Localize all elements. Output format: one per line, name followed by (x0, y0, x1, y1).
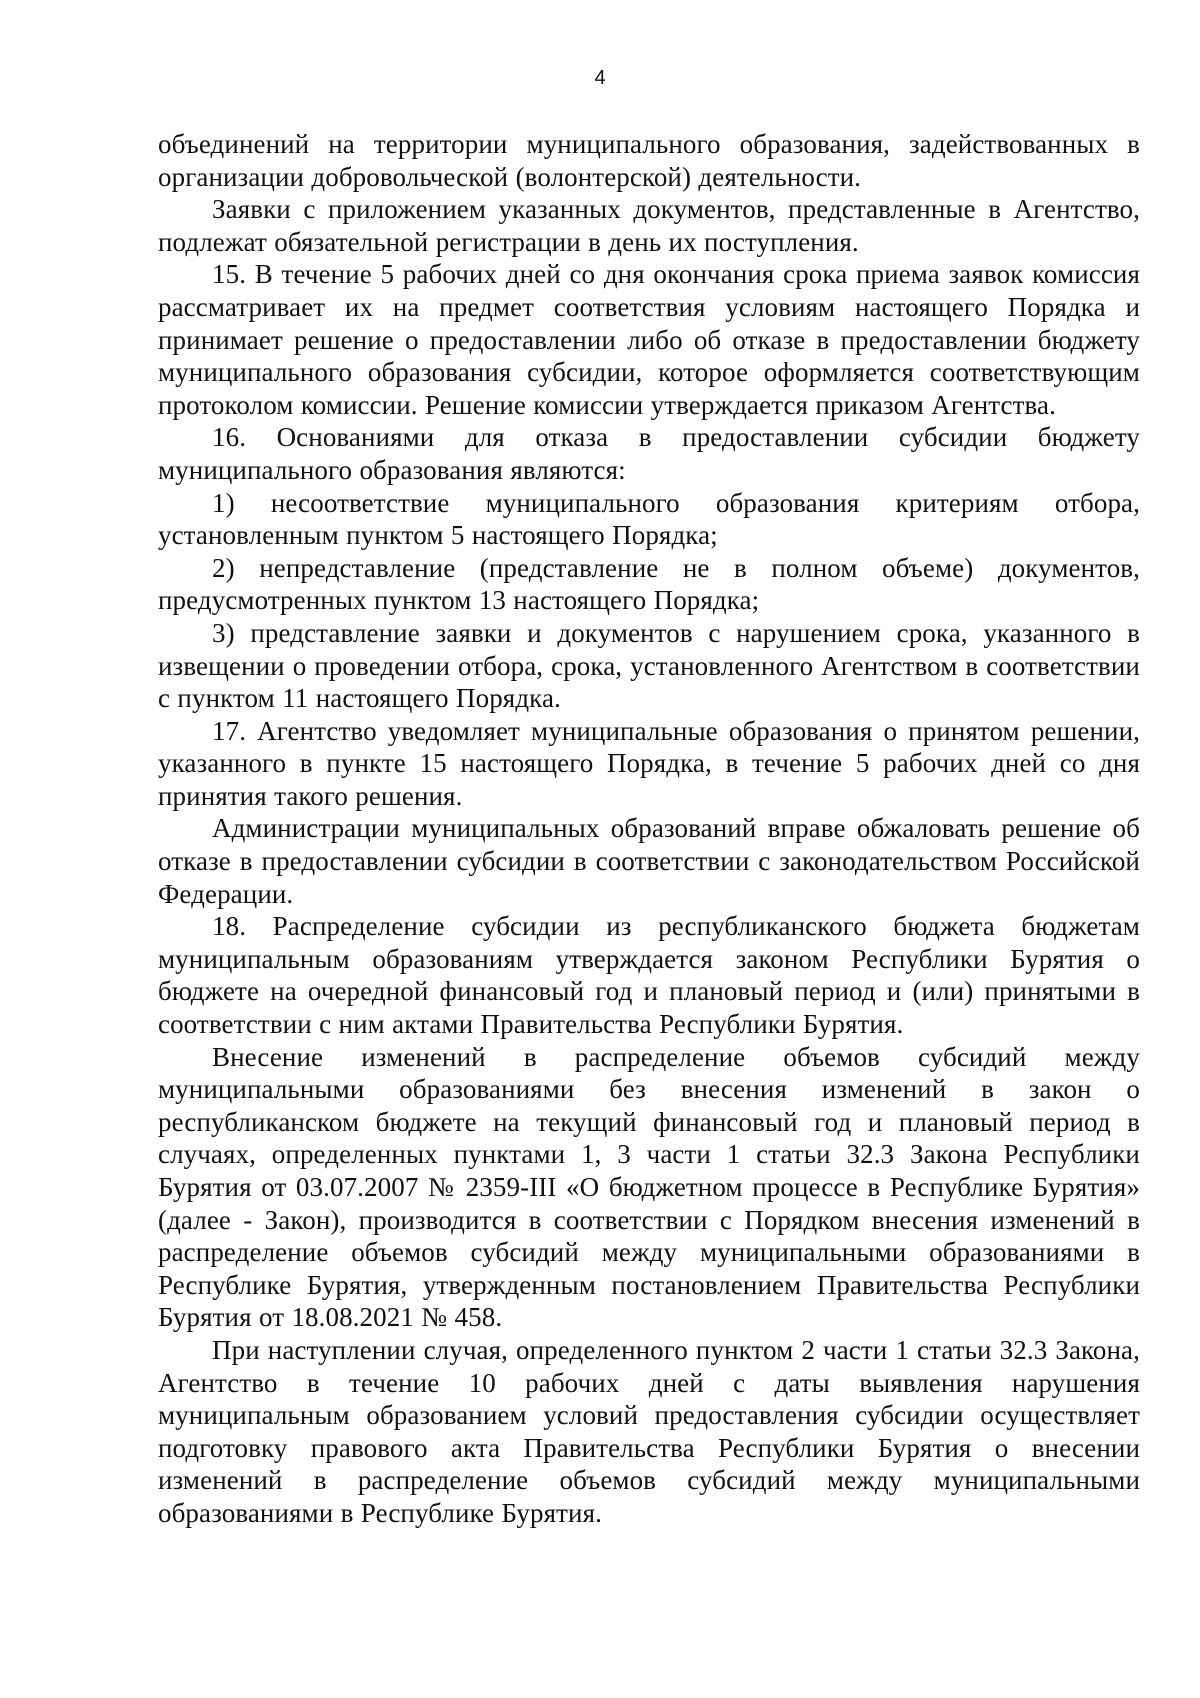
paragraph-item-16-sub-3: 3) представление заявки и документов с нарушением срока, указанного в извещении о проведении отбора, срока, установленного Агентством в соответствии с пунктом 11 настоящего Порядка. (158, 617, 1140, 714)
paragraph-item-15: 15. В течение 5 рабочих дней со дня окончания срока приема заявок комиссия рассматривает их на предмет соответствия условиям настоящего Порядка и принимает решение о предоставлении либо об отказе в предоставлении бюджету муниципального образования субсидии, которое оформляется соответствующим протоколом комиссии. Решение комиссии утверждается приказом Агентства. (158, 259, 1140, 420)
page-number: 4 (594, 67, 606, 89)
paragraph-item-16: 16. Основаниями для отказа в предоставлении субсидии бюджету муниципального образования являются: (158, 422, 1140, 485)
paragraph-item-16-sub-2: 2) непредставление (представление не в полном объеме) документов, предусмотренных пунктом 13 настоящего Порядка; (158, 552, 1140, 616)
paragraph-distribution-changes: Внесение изменений в распределение объемов субсидий между муниципальными образованиями без внесения изменений в закон о республиканском бюджете на текущий финансовый год и плановый период в случаях, определенных пунктами 1, 3 части 1 статьи 32.3 Закона Республики Бурятия от 03.07.2007 № 2359-III «О бюджетном процессе в Республике Бурятия» (далее - Закон), производится в соответствии с Порядком внесения изменений в распределение объемов субсидий между муниципальными образованиями в Республике Бурятия, утвержденным постановлением Правительства Республики Бурятия от 18.08.2021 № 458. (158, 1041, 1140, 1333)
paragraph-violation-case: При наступлении случая, определенного пунктом 2 части 1 статьи 32.3 Закона, Агентство в течение 10 рабочих дней с даты выявления нарушения муниципальным образованием условий предоставления субсидии осуществляет подготовку правового акта Правительства Республики Бурятия о внесении изменений в распределение объемов субсидий между муниципальными образованиями в Республике Бурятия. (158, 1334, 1140, 1528)
paragraph-item-18: 18. Распределение субсидии из республиканского бюджета бюджетам муниципальным образованиям утверждается законом Республики Бурятия о бюджете на очередной финансовый год и плановый период и (или) принятыми в соответствии с ним актами Правительства Республики Бурятия. (158, 911, 1140, 1040)
paragraph-continuation: объединений на территории муниципального образования, задействованных в организации добровольческой (волонтерской) деятельности. (158, 129, 1140, 192)
paragraph-applications-registration: Заявки с приложением указанных документов, представленные в Агентство, подлежат обязательной регистрации в день их поступления. (158, 194, 1140, 257)
paragraph-item-16-sub-1: 1) несоответствие муниципального образования критериям отбора, установленным пунктом 5 настоящего Порядка; (158, 487, 1140, 551)
paragraph-appeal-right: Администрации муниципальных образований вправе обжаловать решение об отказе в предоставлении субсидии в соответствии с законодательством Российской Федерации. (158, 813, 1140, 909)
paragraph-item-17: 17. Агентство уведомляет муниципальные образования о принятом решении, указанного в пункте 15 настоящего Порядка, в течение 5 рабочих дней со дня принятия такого решения. (158, 715, 1140, 811)
document-body (158, 128, 1140, 1530)
